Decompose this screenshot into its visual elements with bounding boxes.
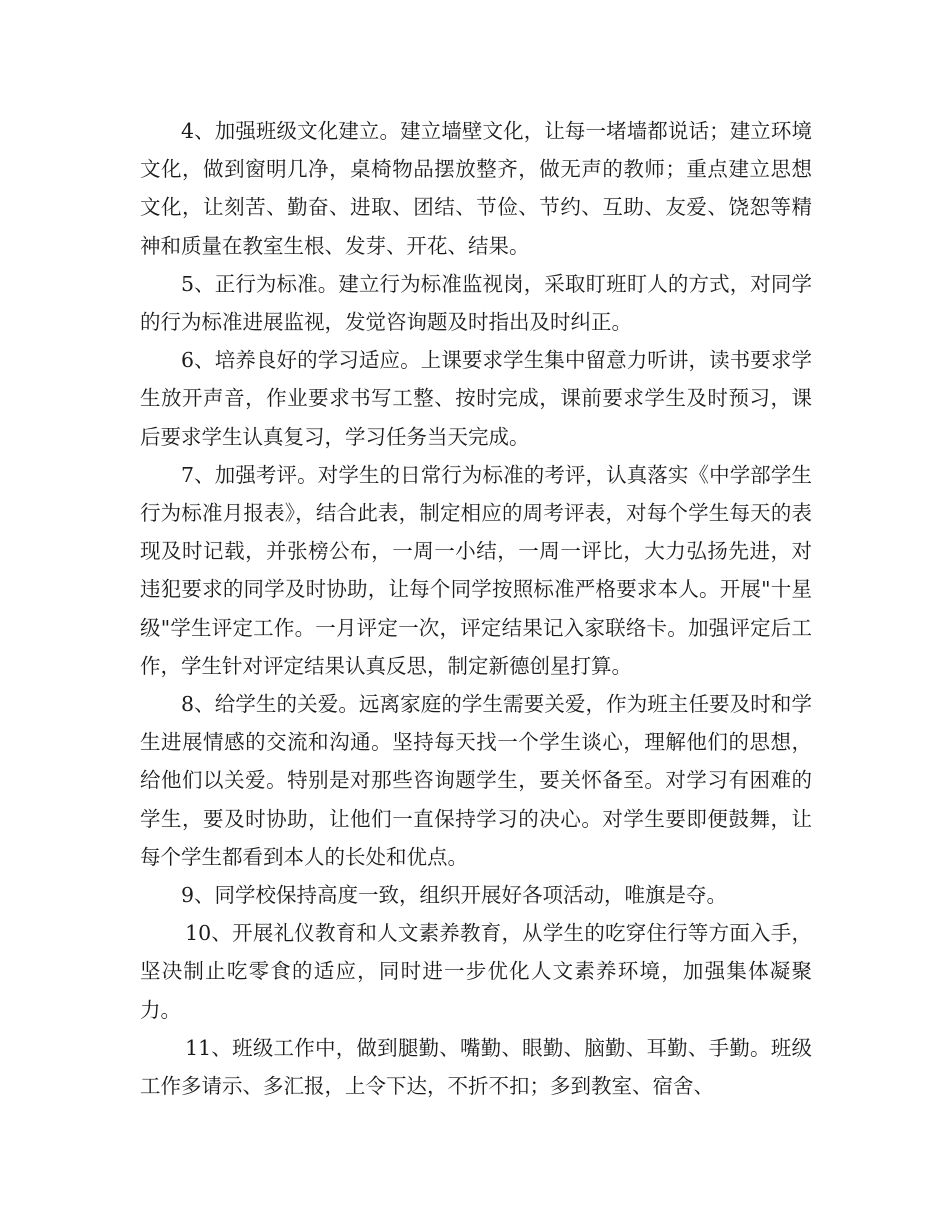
paragraph-evaluation: 7、加强考评。对学生的日常行为标准的考评，认真落实《中学部学生行为标准月报表》，结合此表，制定相应的周考评表，对每个学生每天的表现及时记载，并张榜公布，一周一小结，一周一评比，大力弘扬先进，对违犯要求的同学及时协助，让每个同学按照标准严格要求本人。开展"十星级"学生评定工作。一月评定一次，评定结果记入家联络卡。加强评定后工作，学生针对评定结果认真反思，制定新德创星打算。 [140,462,812,678]
paragraph-etiquette-education: 10、开展礼仪教育和人文素养教育，从学生的吃穿住行等方面入手，坚决制止吃零食的适应，同时进一步优化人文素养环境，加强集体凝聚力。 [140,921,812,1022]
paragraph-class-culture: 4、加强班级文化建立。建立墙壁文化，让每一堵墙都说话；建立环境文化，做到窗明几净，桌椅物品摆放整齐，做无声的教师；重点建立思想文化，让刻苦、勤奋、进取、团结、节俭、节约、互助、友爱、饶恕等精神和质量在教室生根、发芽、开花、结果。 [140,119,812,258]
paragraph-behavior-standard: 5、正行为标准。建立行为标准监视岗，采取盯班盯人的方式，对同学的行为标准进展监视，发觉咨询题及时指出及时纠正。 [140,271,812,335]
paragraph-school-activities: 9、同学校保持高度一致，组织开展好各项活动，唯旗是夺。 [181,883,728,908]
paragraph-class-work: 11、班级工作中，做到腿勤、嘴勤、眼勤、脑勤、耳勤、手勤。班级工作多请示、多汇报，上令下达，不折不扣；多到教室、宿舍、 [140,1035,812,1099]
paragraph-student-care: 8、给学生的关爱。远离家庭的学生需要关爱，作为班主任要及时和学生进展情感的交流和沟通。坚持每天找一个学生谈心，理解他们的思想，给他们以关爱。特别是对那些咨询题学生，要关怀备至。对学习有困难的学生，要及时协助，让他们一直保持学习的决心。对学生要即便鼓舞，让每个学生都看到本人的长处和优点。 [140,692,812,869]
paragraph-study-habits: 6、培养良好的学习适应。上课要求学生集中留意力听讲，读书要求学生放开声音，作业要求书写工整、按时完成，课前要求学生及时预习，课后要求学生认真复习，学习任务当天完成。 [140,348,812,449]
document-body [140,112,812,1105]
